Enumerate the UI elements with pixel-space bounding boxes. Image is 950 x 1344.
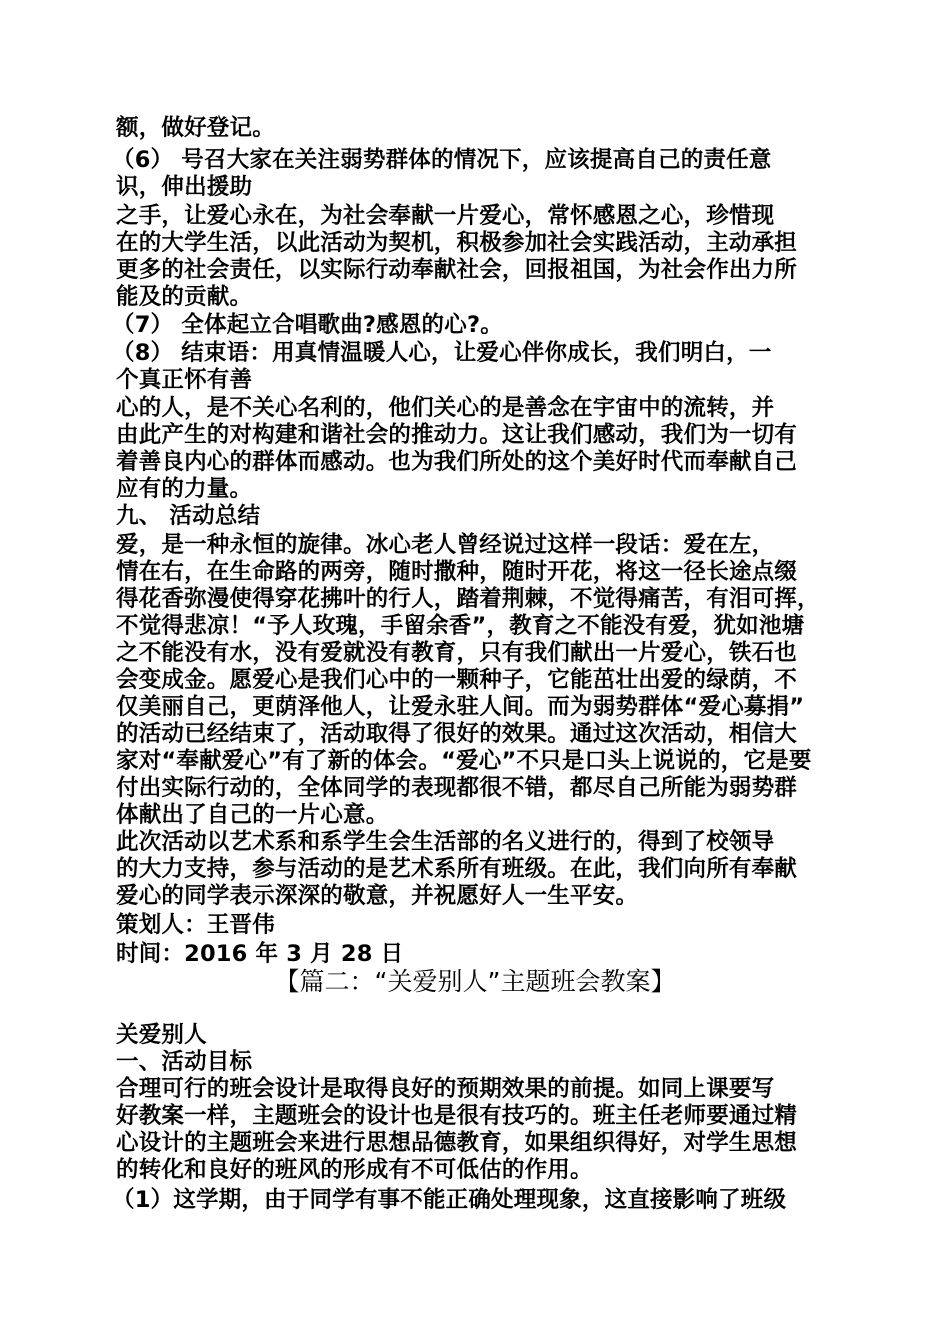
text-line: 仅美丽自己，更荫泽他人，让爱永驻人间。而为弱势群体“爱心募捐” (116, 694, 805, 720)
text-line: 好教案一样，主题班会的设计也是很有技巧的。班主任老师要通过精 (116, 1103, 798, 1129)
text-line: （1）这学期，由于同学有事不能正确处理现象，这直接影响了班级 (112, 1187, 787, 1213)
text-line: （6） 号召大家在关注弱势群体的情况下，应该提高自己的责任意 (112, 147, 772, 173)
text-line: 心的人，是不关心名利的，他们关心的是善念在宇宙中的流转，并 (116, 395, 775, 421)
text-line: （8） 结束语：用真情温暖人心，让爱心伴你成长，我们明白，一 (112, 340, 772, 366)
text-line: 体献出了自己的一片心意。 (116, 802, 389, 828)
text-line: 之手，让爱心永在，为社会奉献一片爱心，常怀感恩之心，珍惜现 (116, 203, 775, 229)
text-line: 得花香弥漫使得穿花拂叶的行人，踏着荆棘，不觉得痛苦，有泪可挥， (116, 586, 820, 612)
text-line: 更多的社会责任，以实际行动奉献社会，回报祖国，为社会作出力所 (116, 257, 798, 283)
text-line: 合理可行的班会设计是取得良好的预期效果的前提。如同上课要写 (116, 1076, 775, 1102)
text-line: 着善良内心的群体而感动。也为我们所处的这个美好时代而奉献自己 (116, 449, 798, 475)
planner-line: 策划人：王晋伟 (116, 912, 275, 938)
text-line: 此次活动以艺术系和系学生会生活部的名义进行的，得到了校领导 (116, 829, 775, 855)
text-line: 的大力支持，参与活动的是艺术系所有班级。在此，我们向所有奉献 (116, 856, 798, 882)
text-line: 情在右，在生命路的两旁，随时撒种，随时开花，将这一径长途点缀 (116, 559, 798, 585)
subheading: 关爱别人 (116, 1022, 207, 1048)
text-line: 的活动已经结束了，活动取得了很好的效果。通过这次活动，相信大 (116, 721, 798, 747)
section-title: 【篇二：“关爱别人”主题班会教案】 (274, 967, 676, 996)
text-line: （7） 全体起立合唱歌曲?感恩的心?。 (112, 312, 503, 338)
date-line: 时间：2016 年 3 月 28 日 (116, 941, 404, 967)
text-line: 家对“奉献爱心”有了新的体会。“爱心”不只是口头上说说的，它是要 (116, 748, 812, 774)
text-line: 额，做好登记。 (116, 115, 275, 141)
section-heading: 九、 活动总结 (116, 503, 261, 529)
text-line: 爱心的同学表示深深的敬意，并祝愿好人一生平安。 (116, 883, 639, 909)
text-line: 应有的力量。 (116, 476, 253, 502)
text-line: 心设计的主题班会来进行思想品德教育，如果组织得好，对学生思想 (116, 1130, 798, 1156)
text-line: 付出实际行动的，全体同学的表现都很不错，都尽自己所能为弱势群 (116, 775, 798, 801)
text-line: 个真正怀有善 (116, 367, 253, 393)
text-line: 的转化和良好的班风的形成有不可低估的作用。 (116, 1157, 593, 1183)
section-heading: 一、活动目标 (116, 1049, 253, 1075)
text-line: 爱，是一种永恒的旋律。冰心老人曾经说过这样一段话：爱在左， (116, 532, 775, 558)
text-line: 不觉得悲凉！“予人玫瑰，手留余香”，教育之不能没有爱，犹如池塘 (116, 613, 805, 639)
text-line: 之不能没有水，没有爱就没有教育，只有我们献出一片爱心，铁石也 (116, 640, 798, 666)
text-line: 能及的贡献。 (116, 284, 253, 310)
text-line: 识，伸出援助 (116, 174, 253, 200)
text-line: 由此产生的对构建和谐社会的推动力。这让我们感动，我们为一切有 (116, 422, 798, 448)
text-line: 会变成金。愿爱心是我们心中的一颗种子，它能茁壮出爱的绿荫，不 (116, 667, 798, 693)
text-line: 在的大学生活，以此活动为契机，积极参加社会实践活动，主动承担 (116, 230, 798, 256)
